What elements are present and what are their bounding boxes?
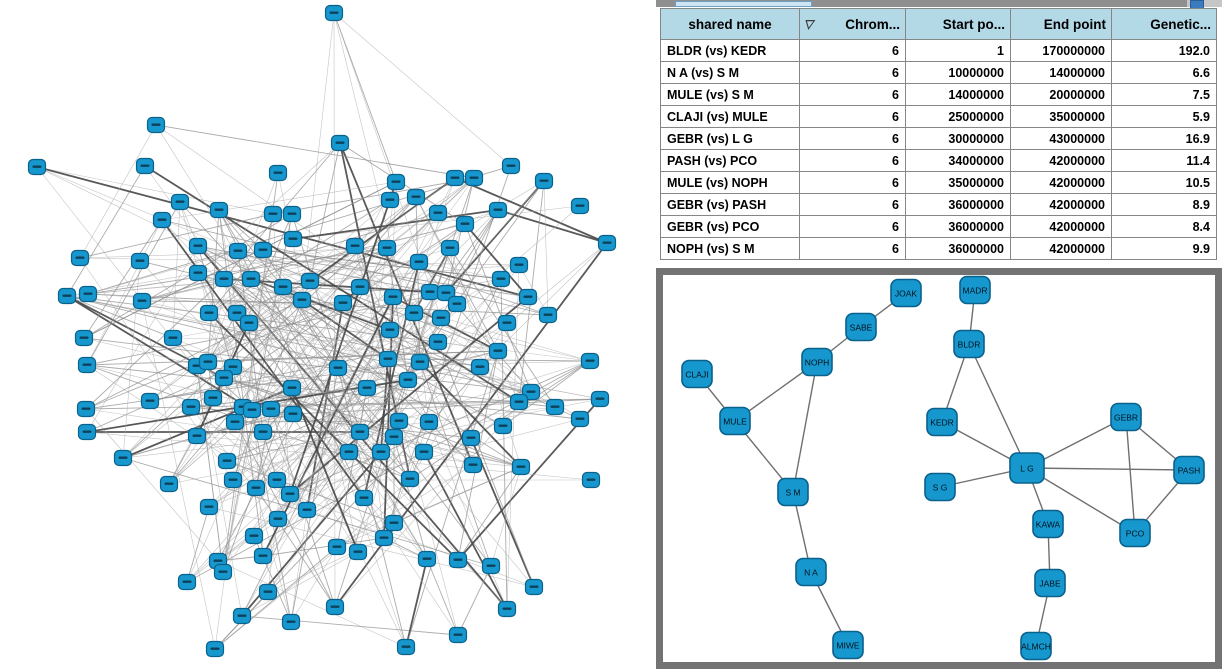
table-cell[interactable]: 6	[800, 84, 906, 106]
table-row[interactable]	[661, 62, 1217, 84]
node-label-glyph	[402, 646, 411, 648]
network-edge	[80, 125, 156, 258]
node-label: SABE	[849, 322, 873, 333]
table-cell[interactable]: 42000000	[1011, 238, 1112, 260]
table-row[interactable]	[661, 40, 1217, 62]
table-row[interactable]	[661, 172, 1217, 194]
network-edge[interactable]	[969, 344, 1027, 468]
table-cell[interactable]: BLDR (vs) KEDR	[661, 40, 800, 62]
node-label-glyph	[247, 278, 256, 280]
attribute-table	[660, 8, 1217, 260]
network-edge	[427, 559, 458, 635]
node-label-glyph	[434, 212, 443, 214]
node-label-glyph	[158, 219, 167, 221]
node-label-glyph	[229, 479, 238, 481]
node-label-glyph	[119, 457, 128, 459]
node-label-glyph	[336, 142, 345, 144]
node-label-glyph	[269, 213, 278, 215]
node-label-glyph	[259, 431, 268, 433]
network-edge	[218, 561, 406, 647]
node-label-glyph	[83, 364, 92, 366]
node-label-glyph	[238, 615, 247, 617]
table-cell[interactable]: 42000000	[1011, 216, 1112, 238]
node-label-glyph	[410, 312, 419, 314]
node-label-glyph	[442, 292, 451, 294]
table-cell[interactable]: 25000000	[906, 106, 1011, 128]
node-label-glyph	[390, 522, 399, 524]
node-label: S G	[932, 482, 948, 493]
table-row[interactable]	[661, 84, 1217, 106]
table-row[interactable]	[661, 128, 1217, 150]
table-cell[interactable]: 6	[800, 106, 906, 128]
node-label-glyph	[497, 278, 506, 280]
node-label-glyph	[544, 314, 553, 316]
table-header-row	[661, 9, 1217, 40]
node-label-glyph	[288, 387, 297, 389]
table-cell[interactable]: GEBR (vs) PCO	[661, 216, 800, 238]
table-cell[interactable]: 1	[906, 40, 1011, 62]
table-cell[interactable]: 192.0	[1112, 40, 1217, 62]
node-label-glyph	[576, 418, 585, 420]
table-cell[interactable]: 6	[800, 62, 906, 84]
node-label-glyph	[389, 296, 398, 298]
node-label-glyph	[289, 413, 298, 415]
table-cell[interactable]: 10.5	[1112, 172, 1217, 194]
node-label-glyph	[204, 361, 213, 363]
node-label-glyph	[211, 648, 220, 650]
node-label-glyph	[141, 165, 150, 167]
table-cell[interactable]: 30000000	[906, 128, 1011, 150]
table-cell[interactable]: 20000000	[1011, 84, 1112, 106]
node-label-glyph	[356, 286, 365, 288]
node-label-glyph	[499, 425, 508, 427]
node-label-glyph	[415, 261, 424, 263]
network-edge	[142, 301, 215, 649]
table-cell[interactable]: 35000000	[906, 172, 1011, 194]
table-row[interactable]	[661, 238, 1217, 260]
node-label-glyph	[33, 166, 42, 168]
node-label-glyph	[426, 291, 435, 293]
node-label-glyph	[205, 506, 214, 508]
node-label-glyph	[507, 165, 516, 167]
node-label-glyph	[540, 180, 549, 182]
table-cell[interactable]: GEBR (vs) L G	[661, 128, 800, 150]
node-label-glyph	[274, 518, 283, 520]
node-label-glyph	[461, 223, 470, 225]
node-label-glyph	[76, 257, 85, 259]
node-label-glyph	[454, 559, 463, 561]
node-label: PCO	[1125, 528, 1145, 539]
node-label-glyph	[259, 555, 268, 557]
node-label-glyph	[384, 358, 393, 360]
filter-icon[interactable]: ▽	[803, 17, 816, 31]
node-label-glyph	[80, 337, 89, 339]
table-cell[interactable]: 9.9	[1112, 238, 1217, 260]
table-row[interactable]	[661, 194, 1217, 216]
table-row[interactable]	[661, 106, 1217, 128]
node-label-glyph	[248, 409, 257, 411]
node-label-glyph	[187, 406, 196, 408]
node-label-glyph	[551, 406, 560, 408]
table-cell[interactable]: 35000000	[1011, 106, 1112, 128]
node-label-glyph	[63, 295, 72, 297]
node-label-glyph	[345, 451, 354, 453]
network-edge	[458, 566, 491, 635]
node-label-glyph	[487, 565, 496, 567]
node-label: JOAK	[894, 288, 918, 299]
node-label-glyph	[416, 361, 425, 363]
node-label-glyph	[146, 400, 155, 402]
node-label: KAWA	[1035, 519, 1061, 530]
network-edge[interactable]	[793, 362, 817, 492]
table-cell[interactable]: 36000000	[906, 216, 1011, 238]
node-label-glyph	[404, 379, 413, 381]
table-cell[interactable]: 16.9	[1112, 128, 1217, 150]
filtered-network-canvas[interactable]	[663, 275, 1215, 662]
node-label-glyph	[259, 249, 268, 251]
filtered-network-view[interactable]	[656, 268, 1222, 669]
node-label-glyph	[586, 360, 595, 362]
table-cell[interactable]: 10000000	[906, 62, 1011, 84]
node-label-glyph	[476, 366, 485, 368]
node-label-glyph	[576, 205, 585, 207]
node-label-glyph	[287, 621, 296, 623]
node-label-glyph	[152, 124, 161, 126]
table-cell[interactable]: 8.4	[1112, 216, 1217, 238]
node-label-glyph	[288, 213, 297, 215]
network-edge	[37, 167, 273, 214]
node-label-glyph	[194, 245, 203, 247]
node-label-glyph	[286, 493, 295, 495]
table-cell[interactable]: 14000000	[1011, 62, 1112, 84]
node-label-glyph	[446, 247, 455, 249]
table-cell[interactable]: 6.6	[1112, 62, 1217, 84]
node-label-glyph	[209, 397, 218, 399]
table-cell[interactable]: 34000000	[906, 150, 1011, 172]
table-cell[interactable]: GEBR (vs) PASH	[661, 194, 800, 216]
network-edge	[156, 125, 474, 178]
node-label-glyph	[469, 464, 478, 466]
node-label-glyph	[219, 571, 228, 573]
node-label-glyph	[229, 366, 238, 368]
node-label-glyph	[587, 479, 596, 481]
node-label: NOPH	[804, 357, 830, 368]
node-label-glyph	[503, 322, 512, 324]
network-edge	[242, 616, 458, 635]
node-label-glyph	[425, 421, 434, 423]
table-cell[interactable]: 6	[800, 128, 906, 150]
node-label: S M	[785, 487, 801, 498]
network-edge	[544, 181, 548, 315]
node-label-glyph	[333, 546, 342, 548]
node-label-glyph	[279, 286, 288, 288]
node-label-glyph	[306, 280, 315, 282]
node-label-glyph	[214, 560, 223, 562]
node-label-glyph	[454, 634, 463, 636]
node-label-glyph	[453, 303, 462, 305]
node-label-glyph	[234, 250, 243, 252]
node-label-glyph	[298, 299, 307, 301]
node-label-glyph	[392, 181, 401, 183]
node-label-glyph	[138, 300, 147, 302]
node-label-glyph	[434, 341, 443, 343]
node-label-glyph	[386, 329, 395, 331]
node-label-glyph	[420, 451, 429, 453]
table-cell[interactable]: 36000000	[906, 194, 1011, 216]
node-label-glyph	[165, 483, 174, 485]
network-edge	[498, 210, 607, 243]
node-label-glyph	[603, 242, 612, 244]
table-cell[interactable]: 36000000	[906, 238, 1011, 260]
node-label-glyph	[356, 431, 365, 433]
network-edge[interactable]	[1027, 468, 1189, 470]
node-label: MIWE	[836, 640, 860, 651]
table-cell[interactable]: 11.4	[1112, 150, 1217, 172]
node-label-glyph	[377, 451, 386, 453]
node-label-glyph	[252, 487, 261, 489]
table-cell[interactable]: 5.9	[1112, 106, 1217, 128]
node-label: N A	[804, 567, 818, 578]
table-cell[interactable]: 8.9	[1112, 194, 1217, 216]
node-label-glyph	[515, 401, 524, 403]
node-label-glyph	[351, 245, 360, 247]
network-edge	[37, 167, 238, 251]
table-cell[interactable]: CLAJI (vs) MULE	[661, 106, 800, 128]
node-label-glyph	[274, 172, 283, 174]
column-header-chromosome-label: Chrom...	[845, 16, 900, 32]
node-label-glyph	[494, 350, 503, 352]
table-cell[interactable]: 42000000	[1011, 150, 1112, 172]
node-label-glyph	[412, 196, 421, 198]
node-label-glyph	[176, 201, 185, 203]
column-header-genetic[interactable]: Genetic...	[1112, 9, 1217, 40]
node-label-glyph	[334, 367, 343, 369]
node-label-glyph	[223, 460, 232, 462]
node-label-glyph	[451, 177, 460, 179]
network-edge	[406, 559, 427, 647]
node-label: JABE	[1039, 578, 1061, 589]
node-label-glyph	[183, 581, 192, 583]
node-label-glyph	[215, 209, 224, 211]
table-cell[interactable]: 14000000	[906, 84, 1011, 106]
node-label-glyph	[390, 436, 399, 438]
node-label-glyph	[380, 537, 389, 539]
table-cell[interactable]: 6	[800, 216, 906, 238]
node-label-glyph	[84, 293, 93, 295]
network-edge[interactable]	[1126, 417, 1135, 533]
node-label-glyph	[136, 260, 145, 262]
column-header-shared-name[interactable]: shared name	[661, 9, 800, 40]
horizontal-scrollbar-thumb[interactable]	[675, 1, 812, 7]
node-label-glyph	[470, 177, 479, 179]
table-cell[interactable]: MULE (vs) NOPH	[661, 172, 800, 194]
node-label-glyph	[517, 466, 526, 468]
node-label: L G	[1020, 463, 1034, 474]
table-cell[interactable]: MULE (vs) S M	[661, 84, 800, 106]
node-label-glyph	[303, 509, 312, 511]
table-cell[interactable]: 6	[800, 172, 906, 194]
table-cell[interactable]: PASH (vs) PCO	[661, 150, 800, 172]
table-cell[interactable]: 42000000	[1011, 194, 1112, 216]
table-cell[interactable]: NOPH (vs) S M	[661, 238, 800, 260]
node-label-glyph	[82, 408, 91, 410]
node-label-glyph	[267, 408, 276, 410]
column-header-start-point[interactable]: Start po...	[906, 9, 1011, 40]
table-cell[interactable]: 6	[800, 150, 906, 172]
node-label-glyph	[245, 322, 254, 324]
network-edge	[187, 507, 209, 582]
node-label: BLDR	[957, 339, 981, 350]
column-header-chromosome[interactable]	[800, 9, 906, 40]
node-label-glyph	[527, 391, 536, 393]
table-cell[interactable]: 6	[800, 40, 906, 62]
node-label: GEBR	[1113, 412, 1139, 423]
table-cell[interactable]: 6	[800, 194, 906, 216]
table-cell[interactable]: 170000000	[1011, 40, 1112, 62]
table-cell[interactable]: 7.5	[1112, 84, 1217, 106]
horizontal-scrollbar[interactable]	[656, 0, 1222, 7]
node-label-glyph	[339, 302, 348, 304]
node-label-glyph	[395, 420, 404, 422]
node-label-glyph	[386, 199, 395, 201]
node-label-glyph	[406, 478, 415, 480]
node-label-glyph	[354, 551, 363, 553]
node-label-glyph	[363, 387, 372, 389]
node-label-glyph	[437, 317, 446, 319]
node-label: PASH	[1177, 465, 1201, 476]
node-label-glyph	[360, 497, 369, 499]
node-label-glyph	[423, 558, 432, 560]
node-table-panel	[656, 0, 1222, 266]
node-label-glyph	[233, 312, 242, 314]
node-label-glyph	[530, 586, 539, 588]
node-label: MULE	[723, 416, 747, 427]
node-label: ALMCH	[1021, 641, 1051, 652]
table-cell[interactable]: 42000000	[1011, 172, 1112, 194]
network-edge	[37, 167, 528, 297]
node-label-glyph	[494, 209, 503, 211]
node-label-glyph	[331, 606, 340, 608]
node-label-glyph	[383, 247, 392, 249]
node-label-glyph	[524, 296, 533, 298]
node-label-glyph	[220, 377, 229, 379]
node-label-glyph	[193, 435, 202, 437]
table-cell[interactable]: 43000000	[1011, 128, 1112, 150]
node-label-glyph	[503, 608, 512, 610]
node-label-glyph	[83, 431, 92, 433]
node-label-glyph	[169, 337, 178, 339]
table-cell[interactable]: 6	[800, 238, 906, 260]
table-cell[interactable]: N A (vs) S M	[661, 62, 800, 84]
node-label-glyph	[250, 535, 259, 537]
node-label-glyph	[205, 312, 214, 314]
node-label-glyph	[330, 12, 339, 14]
node-label-glyph	[231, 421, 240, 423]
node-label: CLAJI	[685, 369, 709, 380]
node-label-glyph	[220, 278, 229, 280]
table-row[interactable]	[661, 150, 1217, 172]
table-row[interactable]	[661, 216, 1217, 238]
node-label-glyph	[515, 264, 524, 266]
node-label-glyph	[264, 591, 273, 593]
node-label-glyph	[596, 398, 605, 400]
column-header-end-point[interactable]: End point	[1011, 9, 1112, 40]
node-label: MADR	[962, 285, 988, 296]
node-label: KEDR	[930, 417, 954, 428]
node-label-glyph	[467, 437, 476, 439]
node-label-glyph	[289, 238, 298, 240]
node-label-glyph	[273, 479, 282, 481]
node-label-glyph	[194, 272, 203, 274]
